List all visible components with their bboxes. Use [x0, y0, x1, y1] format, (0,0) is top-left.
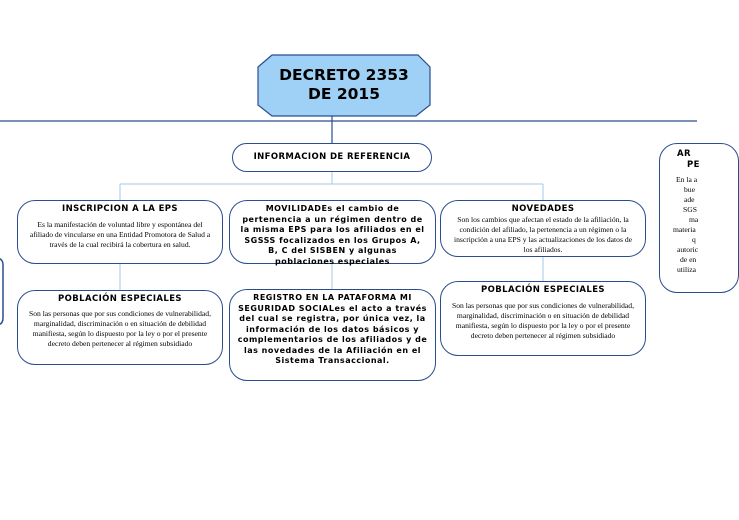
- registro-node[interactable]: [229, 289, 436, 381]
- registro-text: REGISTRO EN LA PATAFORMA MI SEGURIDAD SOCIALes el acto a través del cual se registra, por única vez, la información de los datos básicos y complementarios de los afiliados y de las novedades de la Afiliación en el Sistema Transaccional.: [237, 293, 428, 365]
- partial-right-line-3: ade: [684, 195, 695, 204]
- novedades-title: NOVEDADES: [511, 204, 575, 214]
- inscripcion-title: INSCRIPCION A LA EPS: [62, 204, 178, 214]
- partial-right-line-1: En la a: [676, 175, 698, 184]
- reference-node[interactable]: [232, 143, 432, 172]
- partial-right-line-7: q: [692, 235, 696, 244]
- inscripcion-text: Es la manifestación de voluntad libre y espontánea del afiliado de vincularse en una Entidad Promotora de Salud a través de la cual recibirá la cobertura en salud.: [29, 219, 211, 249]
- poblacion-right-text: Son las personas que por sus condiciones de vulnerabilidad, marginalidad, discriminación o en situación de debilidad manifiesta, según lo dispuesto por la ley o por el presente decreto deben pertenecer al régimen subsidiado: [451, 300, 634, 340]
- poblacion-left-title: POBLACIÓN ESPECIALES: [58, 294, 182, 304]
- movilidad-text: MOVILIDADEs el cambio de pertenencia a un régimen dentro de la misma EPS para los afiliados en el SGSSS focalizados en los Grupos A, B, C del SISBEN y algunas poblaciones especiales: [240, 204, 425, 266]
- inscripcion-node[interactable]: [17, 200, 223, 264]
- novedades-node[interactable]: [440, 200, 646, 257]
- partial-right-line-2: bue: [684, 185, 695, 194]
- poblacion-right-title: POBLACIÓN ESPECIALES: [481, 285, 605, 295]
- root-title-line2: DE 2015: [308, 85, 380, 103]
- root-title-line1: DECRETO 2353: [279, 66, 409, 84]
- partial-right-line-6: materia: [673, 225, 696, 234]
- poblacion-left-text: Son las personas que por sus condiciones de vulnerabilidad, marginalidad, discriminación o en situación de debilidad manifiesta, según lo dispuesto por la ley o por el presente decreto deben pertenecer al régimen subsidiado: [28, 308, 211, 348]
- poblacion-right-node[interactable]: [440, 281, 646, 356]
- movilidad-node[interactable]: [229, 200, 436, 264]
- partial-right-line-9: de en: [680, 255, 697, 264]
- partial-right-line-4: SGS: [683, 205, 697, 214]
- partial-right-title-2: PE: [687, 159, 700, 170]
- root-node[interactable]: [258, 66, 430, 104]
- novedades-text: Son los cambios que afectan el estado de la afiliación, la condición del afiliado, la pertenencia a un régimen o la inscripción a una EPS y las actualizaciones de los datos de los afiliados.: [454, 214, 632, 254]
- partial-right-node[interactable]: [659, 143, 739, 293]
- partial-right-title-1: AR: [677, 149, 691, 159]
- poblacion-left-node[interactable]: [17, 290, 223, 365]
- partial-right-line-5: ma: [689, 215, 699, 224]
- left-partial-node: [0, 258, 3, 325]
- partial-right-line-10: utiliza: [677, 265, 696, 274]
- partial-right-line-8: autoric: [677, 245, 699, 254]
- reference-title: INFORMACION DE REFERENCIA: [253, 152, 411, 162]
